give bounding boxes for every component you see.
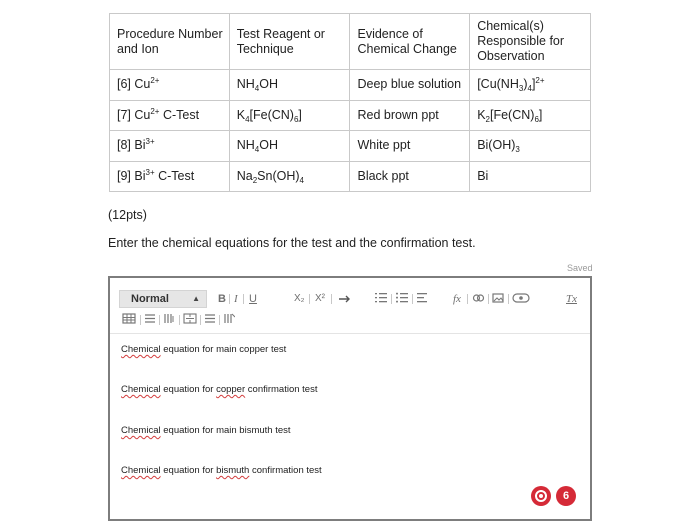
cell-procedure: [6] $Cu^{2+}$ xyxy=(110,70,230,101)
editor-toolbar xyxy=(110,278,590,334)
cell-reagent: $NH_4OH$ xyxy=(229,70,350,101)
cell-chemical: $K_2[Fe(CN)_6]$ xyxy=(470,100,591,131)
cell-procedure: [9] $Bi^{3+}$ C-Test xyxy=(110,161,230,192)
notification-count-badge[interactable]: 6 xyxy=(556,486,576,506)
toolbar-divider xyxy=(179,315,180,325)
toolbar-divider xyxy=(467,294,468,304)
merge-cells-icon[interactable] xyxy=(183,312,197,328)
editor-line: Chemical equation for copper confirmation test xyxy=(121,384,318,395)
toolbar-divider xyxy=(229,294,230,304)
cell-evidence: Deep blue solution xyxy=(350,70,470,101)
toolbar-divider xyxy=(391,294,392,304)
formula-button[interactable]: fx xyxy=(453,293,461,305)
editor-line: Chemical equation for main bismuth test xyxy=(121,425,291,436)
toolbar-divider xyxy=(219,315,220,325)
arrow-right-icon[interactable] xyxy=(337,291,353,307)
chevron-updown-icon: ▲ xyxy=(192,294,200,303)
toolbar-divider xyxy=(508,294,509,304)
table-row xyxy=(110,100,591,131)
cell-evidence: Black ppt xyxy=(350,161,470,192)
cell-procedure: [8] $Bi^{3+}$ xyxy=(110,131,230,162)
table-row xyxy=(110,70,591,101)
table-icon[interactable] xyxy=(122,312,136,328)
toolbar-divider xyxy=(159,315,160,325)
ordered-list-icon[interactable] xyxy=(374,291,388,307)
toolbar-divider xyxy=(331,294,332,304)
cell-evidence: White ppt xyxy=(350,131,470,162)
cell-chemical: $[Cu(NH_3)_4]^{2+}$ xyxy=(470,70,591,101)
toolbar-divider xyxy=(488,294,489,304)
toolbar-divider xyxy=(243,294,244,304)
delete-column-icon[interactable] xyxy=(223,312,235,328)
underline-button[interactable]: U xyxy=(249,293,257,305)
paragraph-style-value: Normal xyxy=(131,293,169,305)
results-table xyxy=(109,13,591,192)
header-procedure: Procedure Number and Ion xyxy=(110,14,230,70)
saved-status: Saved xyxy=(567,263,593,273)
insert-column-icon[interactable] xyxy=(163,312,175,328)
question-prompt: Enter the chemical equations for the test and the confirmation test. xyxy=(108,236,476,250)
bold-button[interactable]: B xyxy=(218,293,226,305)
toolbar-divider xyxy=(309,294,310,304)
rich-text-editor[interactable] xyxy=(108,276,592,521)
header-reagent: Test Reagent or Technique xyxy=(229,14,350,70)
points-label: (12pts) xyxy=(108,208,147,222)
editor-line: Chemical equation for main copper test xyxy=(121,344,287,355)
table-header-row xyxy=(110,14,591,70)
subscript-button[interactable]: X₂ xyxy=(294,293,305,304)
unordered-list-icon[interactable] xyxy=(395,291,409,307)
delete-row-icon[interactable] xyxy=(204,312,216,328)
italic-button[interactable]: I xyxy=(234,293,238,305)
cell-chemical: $Bi(OH)_3$ xyxy=(470,131,591,162)
table-row xyxy=(110,131,591,162)
target-icon[interactable] xyxy=(531,486,551,506)
table-row xyxy=(110,161,591,192)
toolbar-divider xyxy=(200,315,201,325)
clear-format-button[interactable]: Tx xyxy=(566,293,577,305)
superscript-button[interactable]: X² xyxy=(315,293,325,304)
embed-icon[interactable] xyxy=(512,291,530,307)
cell-reagent: $K_4[Fe(CN)_6]$ xyxy=(229,100,350,131)
cell-chemical: Bi xyxy=(470,161,591,192)
header-chemicals: Chemical(s) Responsible for Observation xyxy=(470,14,591,70)
paragraph-style-select[interactable] xyxy=(119,290,207,308)
align-icon[interactable] xyxy=(416,291,428,307)
toolbar-divider xyxy=(412,294,413,304)
toolbar-divider xyxy=(140,315,141,325)
cell-reagent: $NH_4OH$ xyxy=(229,131,350,162)
header-evidence: Evidence of Chemical Change xyxy=(350,14,470,70)
cell-evidence: Red brown ppt xyxy=(350,100,470,131)
insert-row-icon[interactable] xyxy=(144,312,156,328)
link-icon[interactable] xyxy=(472,291,485,307)
cell-procedure: [7] $Cu^{2+}$ C-Test xyxy=(110,100,230,131)
cell-reagent: $Na_2Sn(OH)_4$ xyxy=(229,161,350,192)
image-icon[interactable] xyxy=(492,291,504,307)
editor-line: Chemical equation for bismuth confirmation test xyxy=(121,465,322,476)
